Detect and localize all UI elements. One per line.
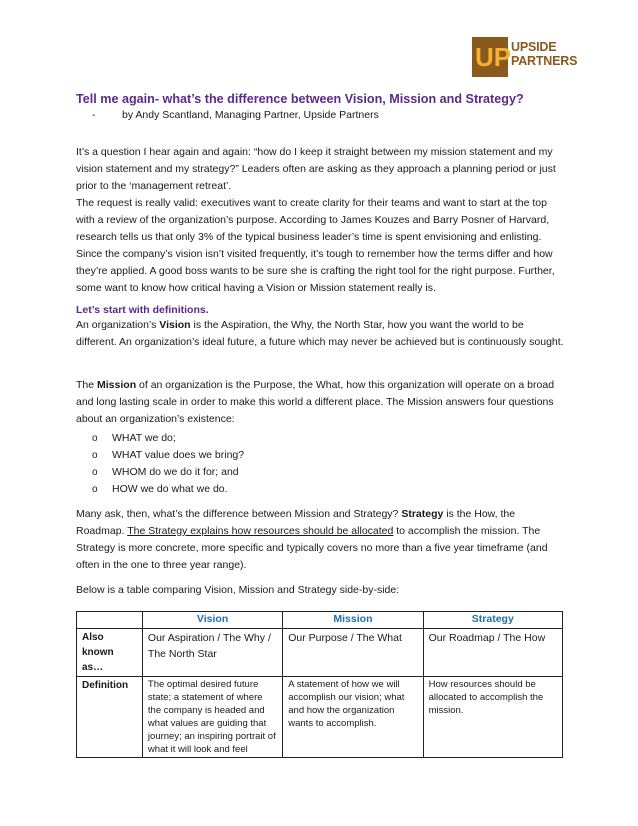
logo-line-1: UPSIDE	[511, 40, 557, 54]
row-label-aka: Also known as…	[77, 629, 143, 677]
paragraph-vision-frequency: Since the company’s vision isn’t visited frequently, it’s tough to remember how the terms differ and how they’re applied. A good boss wants to be sure she is crafting the right tool for the right purpose. Further, some want to know how critical having a Vision or Mission statement really is.	[76, 248, 555, 294]
mission-def-pre: The	[76, 379, 98, 391]
list-item: o WHAT we do;	[92, 430, 244, 447]
strategy-underlined-phrase: The Strategy explains how resources should be allocated	[127, 525, 394, 537]
header-empty	[77, 612, 143, 629]
vision-term: Vision	[159, 319, 191, 331]
list-item: o HOW we do what we do.	[92, 481, 244, 498]
list-item: o WHAT value does we bring?	[92, 447, 244, 464]
strategy-def-post: to accomplish the mission. The Strategy is more concrete, more specific and typically covers no more than a five year timeframe (and often in the one to three year range).	[76, 525, 548, 571]
comparison-table	[76, 611, 563, 758]
strategy-def-pre: Many ask, then, what’s the difference between Mission and Strategy?	[76, 508, 402, 520]
strategy-definition-cell: How resources should be allocated to accomplish the mission.	[423, 677, 562, 758]
up-logo-mark	[472, 37, 512, 77]
page-title: Tell me again- what’s the difference between Vision, Mission and Strategy?	[76, 92, 524, 106]
byline-text: by Andy Scantland, Managing Partner, Upside Partners	[122, 109, 379, 121]
strategy-def-mid: is the How, the Roadmap.	[76, 508, 516, 537]
logo-mark-letters: UP	[475, 42, 512, 72]
header-mission: Mission	[283, 612, 423, 629]
mission-definition-cell: A statement of how we will accomplish our vision; what and how the organization wants to accomplish.	[283, 677, 423, 758]
mission-questions-list	[92, 430, 244, 498]
paragraph-intro: It’s a question I hear again and again: “how do I keep it straight between my mission statement and my vision statement and my strategy?” Leaders often are asking as they approach a planning period or just prior to the ‘management retreat’.	[76, 146, 556, 192]
mission-aka-cell: Our Purpose / The What	[283, 629, 423, 677]
paragraph-vision-definition	[76, 317, 566, 351]
vision-def-pre: An organization’s	[76, 319, 160, 331]
vision-def-post: is the Aspiration, the Why, the North Star, how you want the world to be different. An organization’s ideal future, a future which may never be achieved but is continuously sought.	[76, 319, 564, 348]
header-strategy: Strategy	[423, 612, 562, 629]
definitions-heading: Let’s start with definitions.	[76, 304, 209, 316]
table-intro: Below is a table comparing Vision, Mission and Strategy side-by-side:	[76, 584, 400, 596]
table-row	[77, 677, 563, 758]
list-item: o WHOM do we do it for; and	[92, 464, 244, 481]
byline-dash: -	[92, 109, 96, 121]
mission-def-post: of an organization is the Purpose, the What, how this organization will operate on a broad and long lasting scale in order to make this world a different place. The Mission answers four questions about an organization’s existence:	[76, 379, 555, 425]
logo-line-2: PARTNERS	[511, 54, 578, 68]
paragraph-mission-definition	[76, 377, 566, 428]
strategy-aka-cell: Our Roadmap / The How	[423, 629, 562, 677]
table-header-row	[77, 612, 563, 629]
paragraph-strategy-definition	[76, 506, 566, 574]
mission-term: Mission	[97, 379, 137, 391]
byline	[92, 109, 379, 121]
vision-definition-cell: The optimal desired future state; a statement of where the company is headed and what values are guiding that journey; an inspiring portrait of what it will look and feel	[142, 677, 282, 758]
table-row	[77, 629, 563, 677]
vision-aka-cell: Our Aspiration / The Why / The North Star	[142, 629, 282, 677]
strategy-term: Strategy	[401, 508, 444, 520]
paragraph-request: The request is really valid: executives want to create clarity for their teams and want to start at the top with a review of the organization’s purpose. According to James Kouzes and Barry Posner of Harvard, research tells us that only 3% of the typical business leader’s time is spent envisioning and enlisting.	[76, 197, 550, 243]
row-label-definition: Definition	[77, 677, 143, 758]
logo-wordmark	[511, 40, 577, 68]
header-vision: Vision	[142, 612, 282, 629]
upside-partners-logo	[472, 37, 578, 77]
